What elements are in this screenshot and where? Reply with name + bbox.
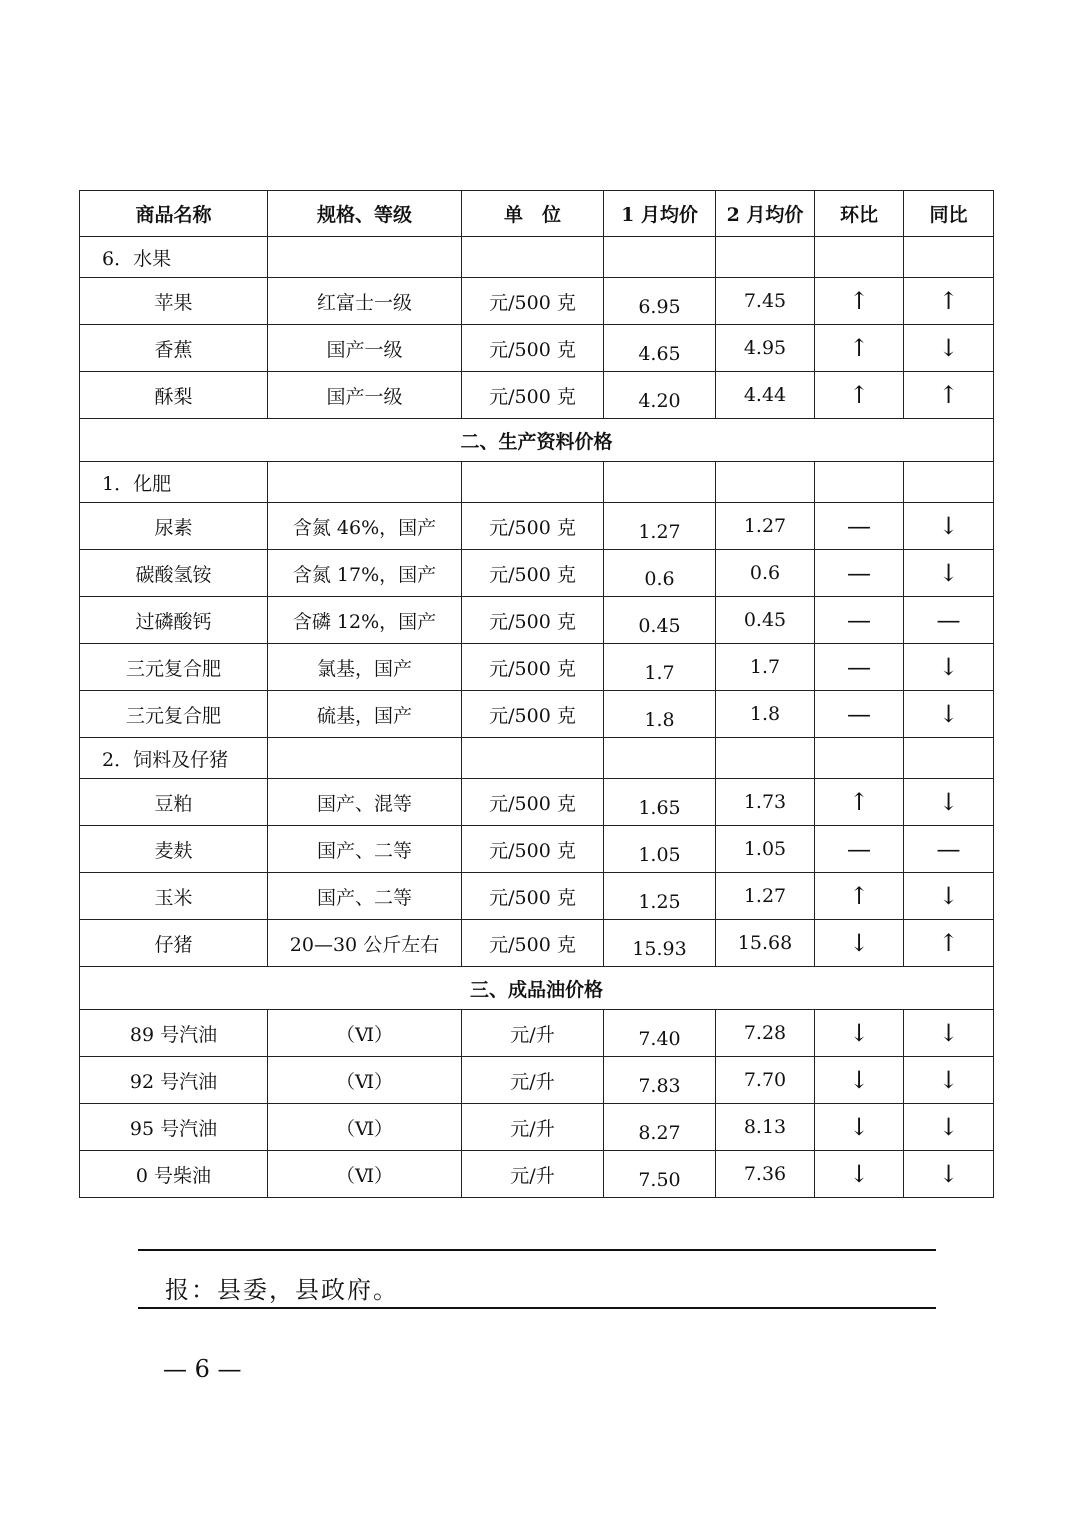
- header-unit: 单 位: [462, 191, 604, 237]
- yoy-change: ↓: [904, 503, 994, 550]
- item-unit: 元/500 克: [462, 826, 604, 873]
- header-yoy: 同比: [904, 191, 994, 237]
- jan-price: 1.27: [604, 503, 716, 550]
- item-unit: 元/500 克: [462, 597, 604, 644]
- jan-price: 1.7: [604, 644, 716, 691]
- item-name: 苹果: [80, 278, 268, 325]
- yoy-change: ↓: [904, 691, 994, 738]
- jan-price: 4.20: [604, 372, 716, 419]
- category-label: 2．饲料及仔猪: [80, 738, 268, 779]
- mom-change: —: [815, 597, 904, 644]
- yoy-change: ↑: [904, 278, 994, 325]
- table-row: [80, 873, 994, 920]
- header-row: [80, 191, 994, 237]
- yoy-change: ↓: [904, 644, 994, 691]
- yoy-change: ↓: [904, 873, 994, 920]
- item-spec: （Ⅵ）: [268, 1010, 462, 1057]
- mom-change: ↓: [815, 1057, 904, 1104]
- item-name: 酥梨: [80, 372, 268, 419]
- empty-cell: [904, 738, 994, 779]
- jan-price: 0.45: [604, 597, 716, 644]
- feb-price: 4.44: [716, 372, 815, 419]
- header-feb-price: 2 月均价: [716, 191, 815, 237]
- category-label: 6．水果: [80, 237, 268, 278]
- page-number: — 6 —: [163, 1355, 242, 1383]
- jan-price: 7.50: [604, 1151, 716, 1198]
- mom-change: —: [815, 550, 904, 597]
- empty-cell: [462, 738, 604, 779]
- item-spec: 红富士一级: [268, 278, 462, 325]
- item-spec: 含氮 17%，国产: [268, 550, 462, 597]
- empty-cell: [268, 462, 462, 503]
- mom-change: ↓: [815, 920, 904, 967]
- item-spec: 国产、二等: [268, 826, 462, 873]
- table-row: [80, 644, 994, 691]
- empty-cell: [904, 237, 994, 278]
- feb-price: 4.95: [716, 325, 815, 372]
- item-unit: 元/500 克: [462, 278, 604, 325]
- yoy-change: ↓: [904, 1010, 994, 1057]
- item-spec: （Ⅵ）: [268, 1057, 462, 1104]
- yoy-change: ↓: [904, 1104, 994, 1151]
- item-spec: 含氮 46%，国产: [268, 503, 462, 550]
- yoy-change: ↑: [904, 920, 994, 967]
- header-spec: 规格、等级: [268, 191, 462, 237]
- jan-price: 7.83: [604, 1057, 716, 1104]
- item-spec: 国产、二等: [268, 873, 462, 920]
- yoy-change: —: [904, 826, 994, 873]
- mom-change: ↑: [815, 278, 904, 325]
- feb-price: 1.05: [716, 826, 815, 873]
- feb-price: 7.45: [716, 278, 815, 325]
- item-spec: （Ⅵ）: [268, 1151, 462, 1198]
- item-name: 92 号汽油: [80, 1057, 268, 1104]
- empty-cell: [815, 237, 904, 278]
- empty-cell: [604, 462, 716, 503]
- table-row: [80, 278, 994, 325]
- empty-cell: [604, 738, 716, 779]
- feb-price: 1.7: [716, 644, 815, 691]
- mom-change: ↓: [815, 1104, 904, 1151]
- empty-cell: [904, 462, 994, 503]
- jan-price: 1.05: [604, 826, 716, 873]
- item-name: 豆粕: [80, 779, 268, 826]
- mom-change: ↑: [815, 873, 904, 920]
- empty-cell: [462, 462, 604, 503]
- item-spec: 含磷 12%，国产: [268, 597, 462, 644]
- table-row: [80, 597, 994, 644]
- yoy-change: ↓: [904, 1057, 994, 1104]
- report-recipients: 报：县委，县政府。: [165, 1276, 399, 1304]
- item-unit: 元/500 克: [462, 503, 604, 550]
- item-spec: 国产一级: [268, 325, 462, 372]
- mom-change: ↑: [815, 372, 904, 419]
- feb-price: 1.27: [716, 873, 815, 920]
- item-unit: 元/500 克: [462, 779, 604, 826]
- table-row: [80, 1010, 994, 1057]
- category-row: [80, 738, 994, 779]
- item-unit: 元/升: [462, 1010, 604, 1057]
- jan-price: 15.93: [604, 920, 716, 967]
- footer-bottom-rule: [138, 1307, 936, 1309]
- table-row: [80, 1057, 994, 1104]
- item-name: 三元复合肥: [80, 691, 268, 738]
- category-label: 1．化肥: [80, 462, 268, 503]
- item-name: 三元复合肥: [80, 644, 268, 691]
- item-name: 89 号汽油: [80, 1010, 268, 1057]
- feb-price: 1.8: [716, 691, 815, 738]
- item-spec: 氯基，国产: [268, 644, 462, 691]
- item-unit: 元/升: [462, 1151, 604, 1198]
- item-name: 95 号汽油: [80, 1104, 268, 1151]
- jan-price: 1.65: [604, 779, 716, 826]
- item-spec: （Ⅵ）: [268, 1104, 462, 1151]
- mom-change: ↓: [815, 1010, 904, 1057]
- mom-change: —: [815, 826, 904, 873]
- section-title: 三、成品油价格: [80, 967, 994, 1010]
- category-row: [80, 237, 994, 278]
- header-mom: 环比: [815, 191, 904, 237]
- table-row: [80, 826, 994, 873]
- feb-price: 1.73: [716, 779, 815, 826]
- feb-price: 7.28: [716, 1010, 815, 1057]
- yoy-change: ↓: [904, 550, 994, 597]
- mom-change: ↑: [815, 325, 904, 372]
- mom-change: ↑: [815, 779, 904, 826]
- feb-price: 15.68: [716, 920, 815, 967]
- table-row: [80, 920, 994, 967]
- yoy-change: ↓: [904, 1151, 994, 1198]
- yoy-change: ↓: [904, 325, 994, 372]
- feb-price: 8.13: [716, 1104, 815, 1151]
- table-row: [80, 1151, 994, 1198]
- table-row: [80, 691, 994, 738]
- feb-price: 0.45: [716, 597, 815, 644]
- jan-price: 8.27: [604, 1104, 716, 1151]
- section-title: 二、生产资料价格: [80, 419, 994, 462]
- empty-cell: [815, 462, 904, 503]
- empty-cell: [462, 237, 604, 278]
- mom-change: —: [815, 644, 904, 691]
- item-name: 麦麸: [80, 826, 268, 873]
- table-row: [80, 503, 994, 550]
- item-unit: 元/500 克: [462, 873, 604, 920]
- footer-top-rule: [138, 1249, 936, 1251]
- item-name: 0 号柴油: [80, 1151, 268, 1198]
- empty-cell: [716, 462, 815, 503]
- table-row: [80, 779, 994, 826]
- feb-price: 7.36: [716, 1151, 815, 1198]
- yoy-change: ↓: [904, 779, 994, 826]
- empty-cell: [268, 738, 462, 779]
- item-unit: 元/500 克: [462, 550, 604, 597]
- table-row: [80, 372, 994, 419]
- jan-price: 1.8: [604, 691, 716, 738]
- price-table-body: [80, 191, 994, 1198]
- mom-change: —: [815, 691, 904, 738]
- feb-price: 0.6: [716, 550, 815, 597]
- feb-price: 1.27: [716, 503, 815, 550]
- empty-cell: [716, 738, 815, 779]
- mom-change: —: [815, 503, 904, 550]
- table-row: [80, 325, 994, 372]
- empty-cell: [268, 237, 462, 278]
- item-name: 碳酸氢铵: [80, 550, 268, 597]
- item-unit: 元/500 克: [462, 372, 604, 419]
- item-name: 尿素: [80, 503, 268, 550]
- section-row: [80, 967, 994, 1010]
- item-unit: 元/500 克: [462, 644, 604, 691]
- item-name: 玉米: [80, 873, 268, 920]
- table-row: [80, 1104, 994, 1151]
- jan-price: 0.6: [604, 550, 716, 597]
- yoy-change: ↑: [904, 372, 994, 419]
- header-jan-price: 1 月均价: [604, 191, 716, 237]
- item-name: 香蕉: [80, 325, 268, 372]
- header-name: 商品名称: [80, 191, 268, 237]
- price-table: [79, 190, 994, 1198]
- item-spec: 国产、混等: [268, 779, 462, 826]
- section-row: [80, 419, 994, 462]
- item-spec: 国产一级: [268, 372, 462, 419]
- empty-cell: [716, 237, 815, 278]
- yoy-change: —: [904, 597, 994, 644]
- item-spec: 20—30 公斤左右: [268, 920, 462, 967]
- jan-price: 6.95: [604, 278, 716, 325]
- jan-price: 1.25: [604, 873, 716, 920]
- item-unit: 元/升: [462, 1104, 604, 1151]
- empty-cell: [604, 237, 716, 278]
- item-unit: 元/升: [462, 1057, 604, 1104]
- item-unit: 元/500 克: [462, 920, 604, 967]
- category-row: [80, 462, 994, 503]
- jan-price: 4.65: [604, 325, 716, 372]
- empty-cell: [815, 738, 904, 779]
- item-spec: 硫基，国产: [268, 691, 462, 738]
- item-unit: 元/500 克: [462, 691, 604, 738]
- item-unit: 元/500 克: [462, 325, 604, 372]
- table-row: [80, 550, 994, 597]
- item-name: 过磷酸钙: [80, 597, 268, 644]
- jan-price: 7.40: [604, 1010, 716, 1057]
- mom-change: ↓: [815, 1151, 904, 1198]
- feb-price: 7.70: [716, 1057, 815, 1104]
- item-name: 仔猪: [80, 920, 268, 967]
